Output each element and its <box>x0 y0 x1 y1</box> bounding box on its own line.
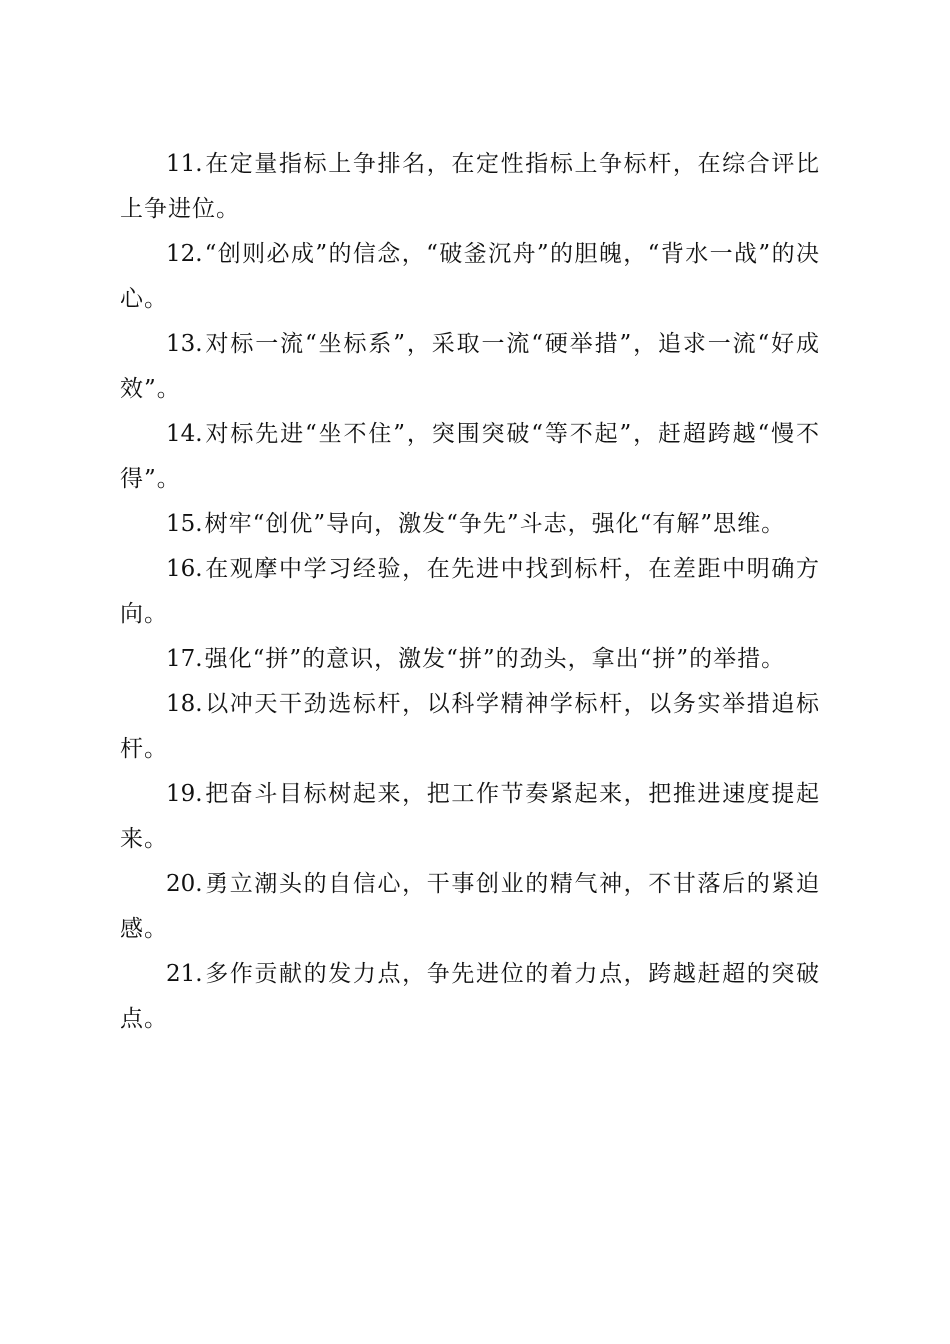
item-text: 对标先进“坐不住”，突围突破“等不起”，赶超跨越“慢不得”。 <box>120 421 820 492</box>
item-number: 17. <box>166 646 203 672</box>
item-text: 强化“拼”的意识，激发“拼”的劲头，拿出“拼”的举措。 <box>204 646 786 672</box>
list-item <box>120 502 820 547</box>
list-item <box>120 637 820 682</box>
list-item <box>120 547 820 637</box>
item-number: 21. <box>166 961 203 987</box>
item-number: 20. <box>166 871 203 897</box>
item-text: “创则必成”的信念，“破釜沉舟”的胆魄，“背水一战”的决心。 <box>120 241 820 312</box>
list-item <box>120 682 820 772</box>
item-number: 16. <box>166 556 203 582</box>
list-item <box>120 232 820 322</box>
item-number: 12. <box>166 241 203 267</box>
item-text: 对标一流“坐标系”，采取一流“硬举措”，追求一流“好成效”。 <box>120 331 820 402</box>
item-number: 11. <box>166 151 203 177</box>
list-item <box>120 412 820 502</box>
item-number: 14. <box>166 421 203 447</box>
item-number: 13. <box>166 331 203 357</box>
item-number: 18. <box>166 691 203 717</box>
item-text: 在定量指标上争排名，在定性指标上争标杆，在综合评比上争进位。 <box>120 151 820 222</box>
item-text: 在观摩中学习经验，在先进中找到标杆，在差距中明确方向。 <box>120 556 820 627</box>
item-text: 把奋斗目标树起来，把工作节奏紧起来，把推进速度提起来。 <box>120 781 820 852</box>
item-text: 树牢“创优”导向，激发“争先”斗志，强化“有解”思维。 <box>204 511 786 537</box>
item-text: 勇立潮头的自信心，干事创业的精气神，不甘落后的紧迫感。 <box>120 871 820 942</box>
item-text: 以冲天干劲选标杆，以科学精神学标杆，以务实举措追标杆。 <box>120 691 820 762</box>
document-body <box>120 142 820 1042</box>
list-item <box>120 772 820 862</box>
item-number: 15. <box>166 511 203 537</box>
list-item <box>120 142 820 232</box>
list-item <box>120 862 820 952</box>
list-item <box>120 322 820 412</box>
item-number: 19. <box>166 781 203 807</box>
list-item <box>120 952 820 1042</box>
item-text: 多作贡献的发力点，争先进位的着力点，跨越赶超的突破点。 <box>120 961 820 1032</box>
